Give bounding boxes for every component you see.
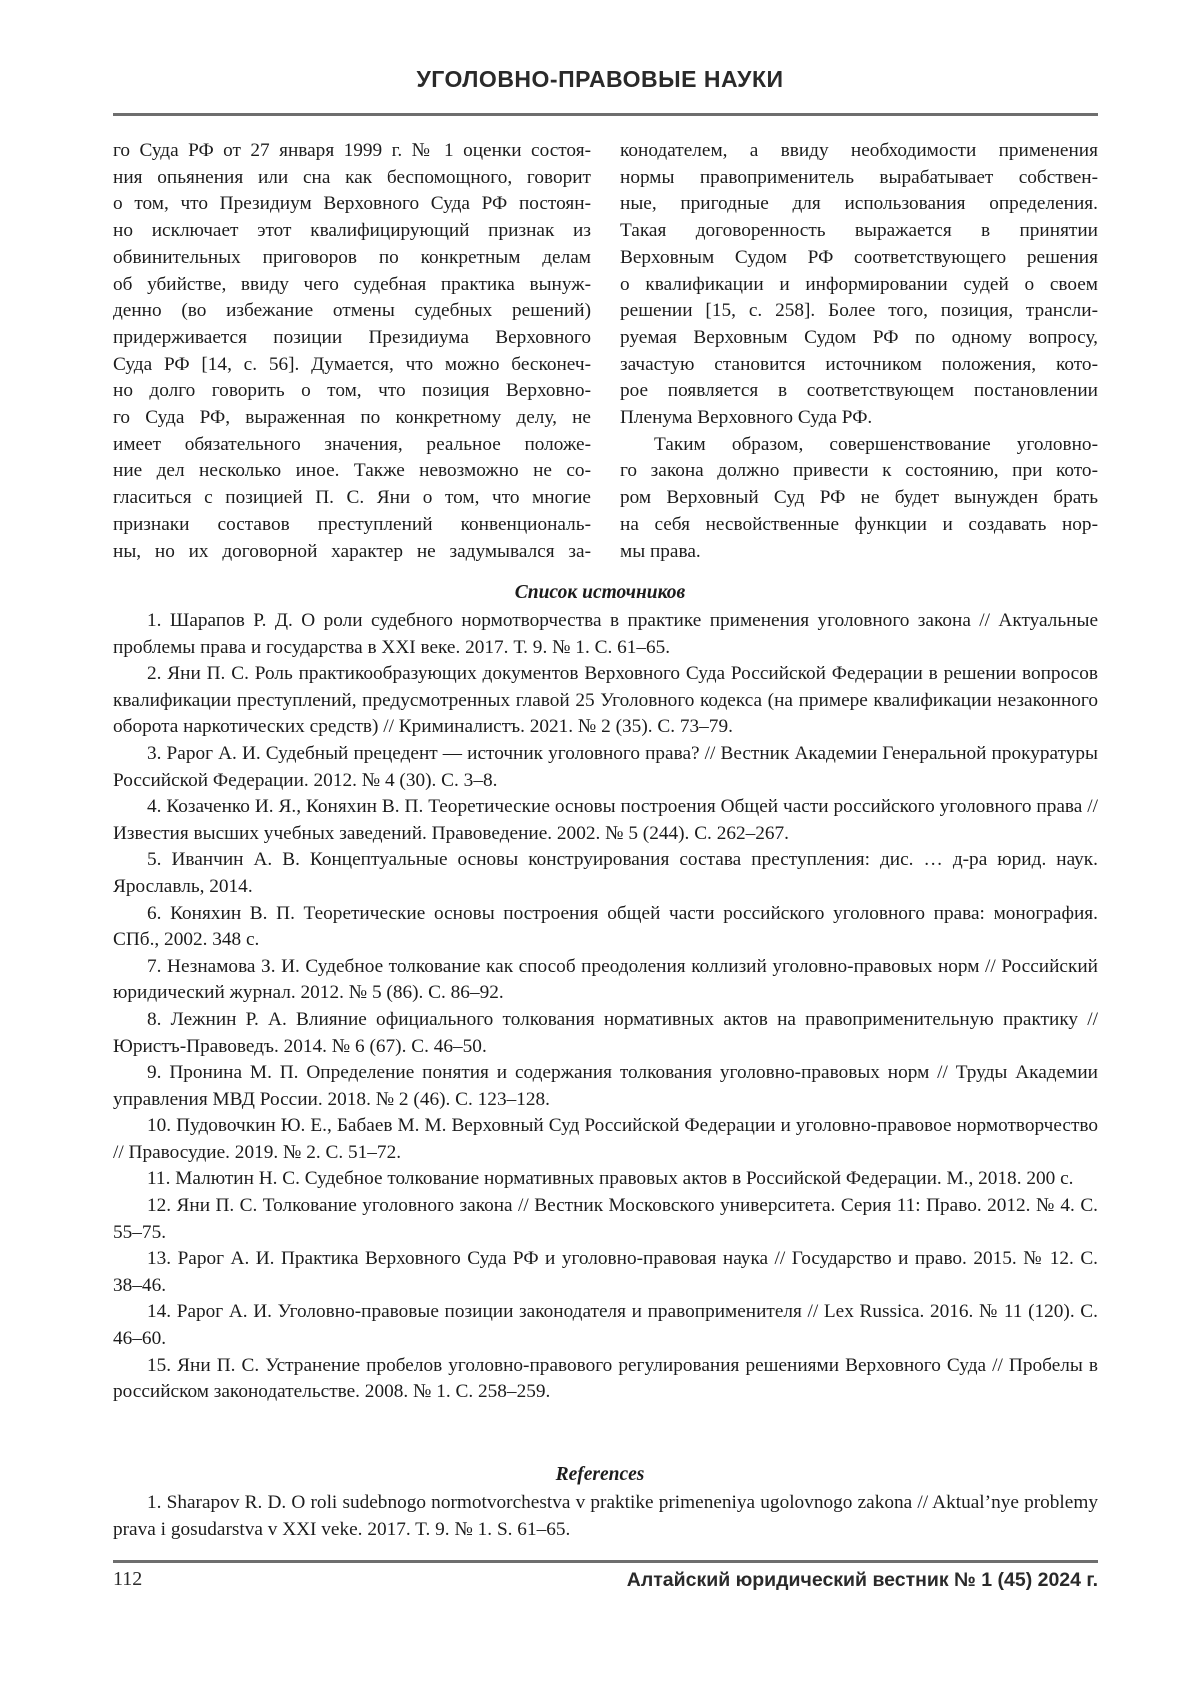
page-number: 112 [113,1568,143,1590]
references-list [113,1490,1098,1543]
text-line: рое появляется в соответствующем постановлении [620,380,1098,402]
source-item: 8. Лежнин Р. А. Влияние официального толкования нормативных актов на правоприменительную практику // Юристъ-Правоведъ. 2014. № 6 (67). С. 46–50. [113,1008,1098,1057]
source-item: 12. Яни П. С. Толкование уголовного закона // Вестник Московского университета. Серия 11: Право. 2012. № 4. С. 55–75. [113,1195,1098,1243]
text-line: го Суда РФ от 27 января 1999 г. № 1 оценки состоя- [113,140,591,161]
text-line: ром Верховный Суд РФ не будет вынужден брать [620,487,1098,509]
text-line: ние дел несколько иное. Также невозможно не со- [113,460,591,482]
text-line: мы права. [620,540,701,562]
text-line: нормы правоприменитель вырабатывает собствен- [620,166,1098,188]
source-item: 13. Рарог А. И. Практика Верховного Суда РФ и уголовно-правовая наука // Государство и право. 2015. № 12. С. 38–46. [113,1248,1098,1296]
sources-heading: Список источников [514,582,686,603]
right-column-paragraph [620,138,1098,432]
text-line: об убийстве, ввиду чего судебная практика вынуж- [113,273,591,295]
text-line: Пленума Верховного Суда РФ. [620,407,873,429]
text-line: решении [15, с. 258]. Более того, позиция, трансли- [620,300,1098,322]
text-line: Суда РФ [14, с. 56]. Думается, что можно бесконеч- [113,353,591,375]
source-item: 11. Малютин Н. С. Судебное толкование нормативных правовых актов в Российской Федерации. М., 2018. 200 с. [147,1168,1074,1190]
text-line: обвинительных приговоров по конкретным делам [113,246,591,268]
source-item: 7. Незнамова З. И. Судебное толкование как способ преодоления коллизий уголовно-правовых норм // Российский юридический журнал. 2012. № 5 (86). С. 86–92. [113,955,1098,1004]
text-line: ния опьянения или сна как беспомощного, говорит [113,166,591,188]
source-item: 6. Коняхин В. П. Теоретические основы построения общей части российского уголовного права: монография. СПб., 2002. 348 с. [113,902,1098,951]
text-line: имеет обязательного значения, реальное положе- [113,433,591,455]
text-line: Такая договоренность выражается в принятии [620,220,1098,242]
text-line: Верховным Судом РФ соответствующего решения [620,246,1098,268]
text-line: го закона должно привести к состоянию, при кото- [620,460,1098,482]
text-line: на себя несвойственные функции и создавать нор- [620,513,1098,535]
text-line: но исключает этот квалифицирующий признак из [113,220,591,242]
text-line: признаки составов преступлений конвенциональ- [113,513,591,535]
source-item: 2. Яни П. С. Роль практикообразующих документов Верховного Суда Российской Федерации в решении вопросов квалификации преступлений, предусмотренных главой 25 Уголовного кодекса (на примере квалификации незаконного оборота наркотических средств) // Криминалистъ. 2021. № 2 (35). С. 73–79. [113,663,1098,738]
source-item: 3. Рарог А. И. Судебный прецедент — источник уголовного права? // Вестник Академии Генеральной прокуратуры Российской Федерации. 2012. № 4 (30). С. 3–8. [113,742,1098,791]
text-line: но долго говорить о том, что позиция Верховно- [113,380,591,402]
body-columns [113,138,1098,578]
left-column-paragraph [113,138,591,565]
header-divider [113,113,1098,116]
source-item: 15. Яни П. С. Устранение пробелов уголовно-правового регулирования решениями Верховного Суда // Пробелы в российском законодательстве. 2008. № 1. С. 258–259. [113,1354,1098,1403]
source-item: 1. Шарапов Р. Д. О роли судебного нормотворчества в практике применения уголовного закона // Актуальные проблемы права и государства в XXI веке. 2017. Т. 9. № 1. С. 61–65. [113,610,1098,658]
footer-divider [113,1560,1098,1563]
text-line: ны, но их договорной характер не задумывался за- [113,540,591,562]
text-line: го Суда РФ, выраженная по конкретному делу, не [113,407,591,429]
journal-title: Алтайский юридический вестник № 1 (45) 2024 г. [626,1569,1098,1591]
text-line: денно (во избежание отмены судебных решений) [113,300,591,322]
sources-list [113,608,1098,1406]
source-item: 5. Иванчин А. В. Концептуальные основы конструирования состава преступления: дис. … д-ра юрид. наук. Ярославль, 2014. [113,849,1098,897]
text-line: Таким образом, совершенствование уголовно- [654,433,1098,455]
left-column [113,138,591,565]
source-item: 4. Козаченко И. Я., Коняхин В. П. Теоретические основы построения Общей части российского уголовного права // Известия высших учебных заведений. Правоведение. 2002. № 5 (244). С. 262–267. [113,796,1098,844]
text-line: руемая Верховным Судом РФ по одному вопросу, [620,326,1098,348]
references-heading: References [555,1464,645,1485]
text-line: придерживается позиции Президиума Верховного [113,326,591,348]
reference-item: 1. Sharapov R. D. O roli sudebnogo normotvorchestva v praktike primeneniya ugolovnogo zakona // Aktual’nye problemy prava i gosudarstva v XXI veke. 2017. T. 9. № 1. S. 61–65. [113,1492,1098,1540]
text-line: зачастую становится источником положения, кото- [620,353,1098,375]
source-item: 9. Пронина М. П. Определение понятия и содержания толкования уголовно-правовых норм // Труды Академии управления МВД России. 2018. № 2 (46). С. 123–128. [113,1062,1098,1110]
text-line: гласиться с позицией П. С. Яни о том, что многие [113,487,591,509]
source-item: 10. Пудовочкин Ю. Е., Бабаев М. М. Верховный Суд Российской Федерации и уголовно-правовое нормотворчество // Правосудие. 2019. № 2. С. 51–72. [113,1115,1098,1163]
text-line: о том, что Президиум Верховного Суда РФ постоян- [113,193,591,215]
source-item: 14. Рарог А. И. Уголовно-правовые позиции законодателя и правоприменителя // Lex Russica. 2016. № 11 (120). С. 46–60. [113,1301,1098,1350]
text-line: о квалификации и информировании судей о своем [620,273,1098,295]
running-header-title: УГОЛОВНО-ПРАВОВЫЕ НАУКИ [416,66,784,92]
right-column [620,138,1098,565]
text-line: ные, пригодные для использования определения. [620,193,1098,215]
text-line: конодателем, а ввиду необходимости применения [620,140,1098,161]
conclusion-paragraph [620,432,1098,566]
